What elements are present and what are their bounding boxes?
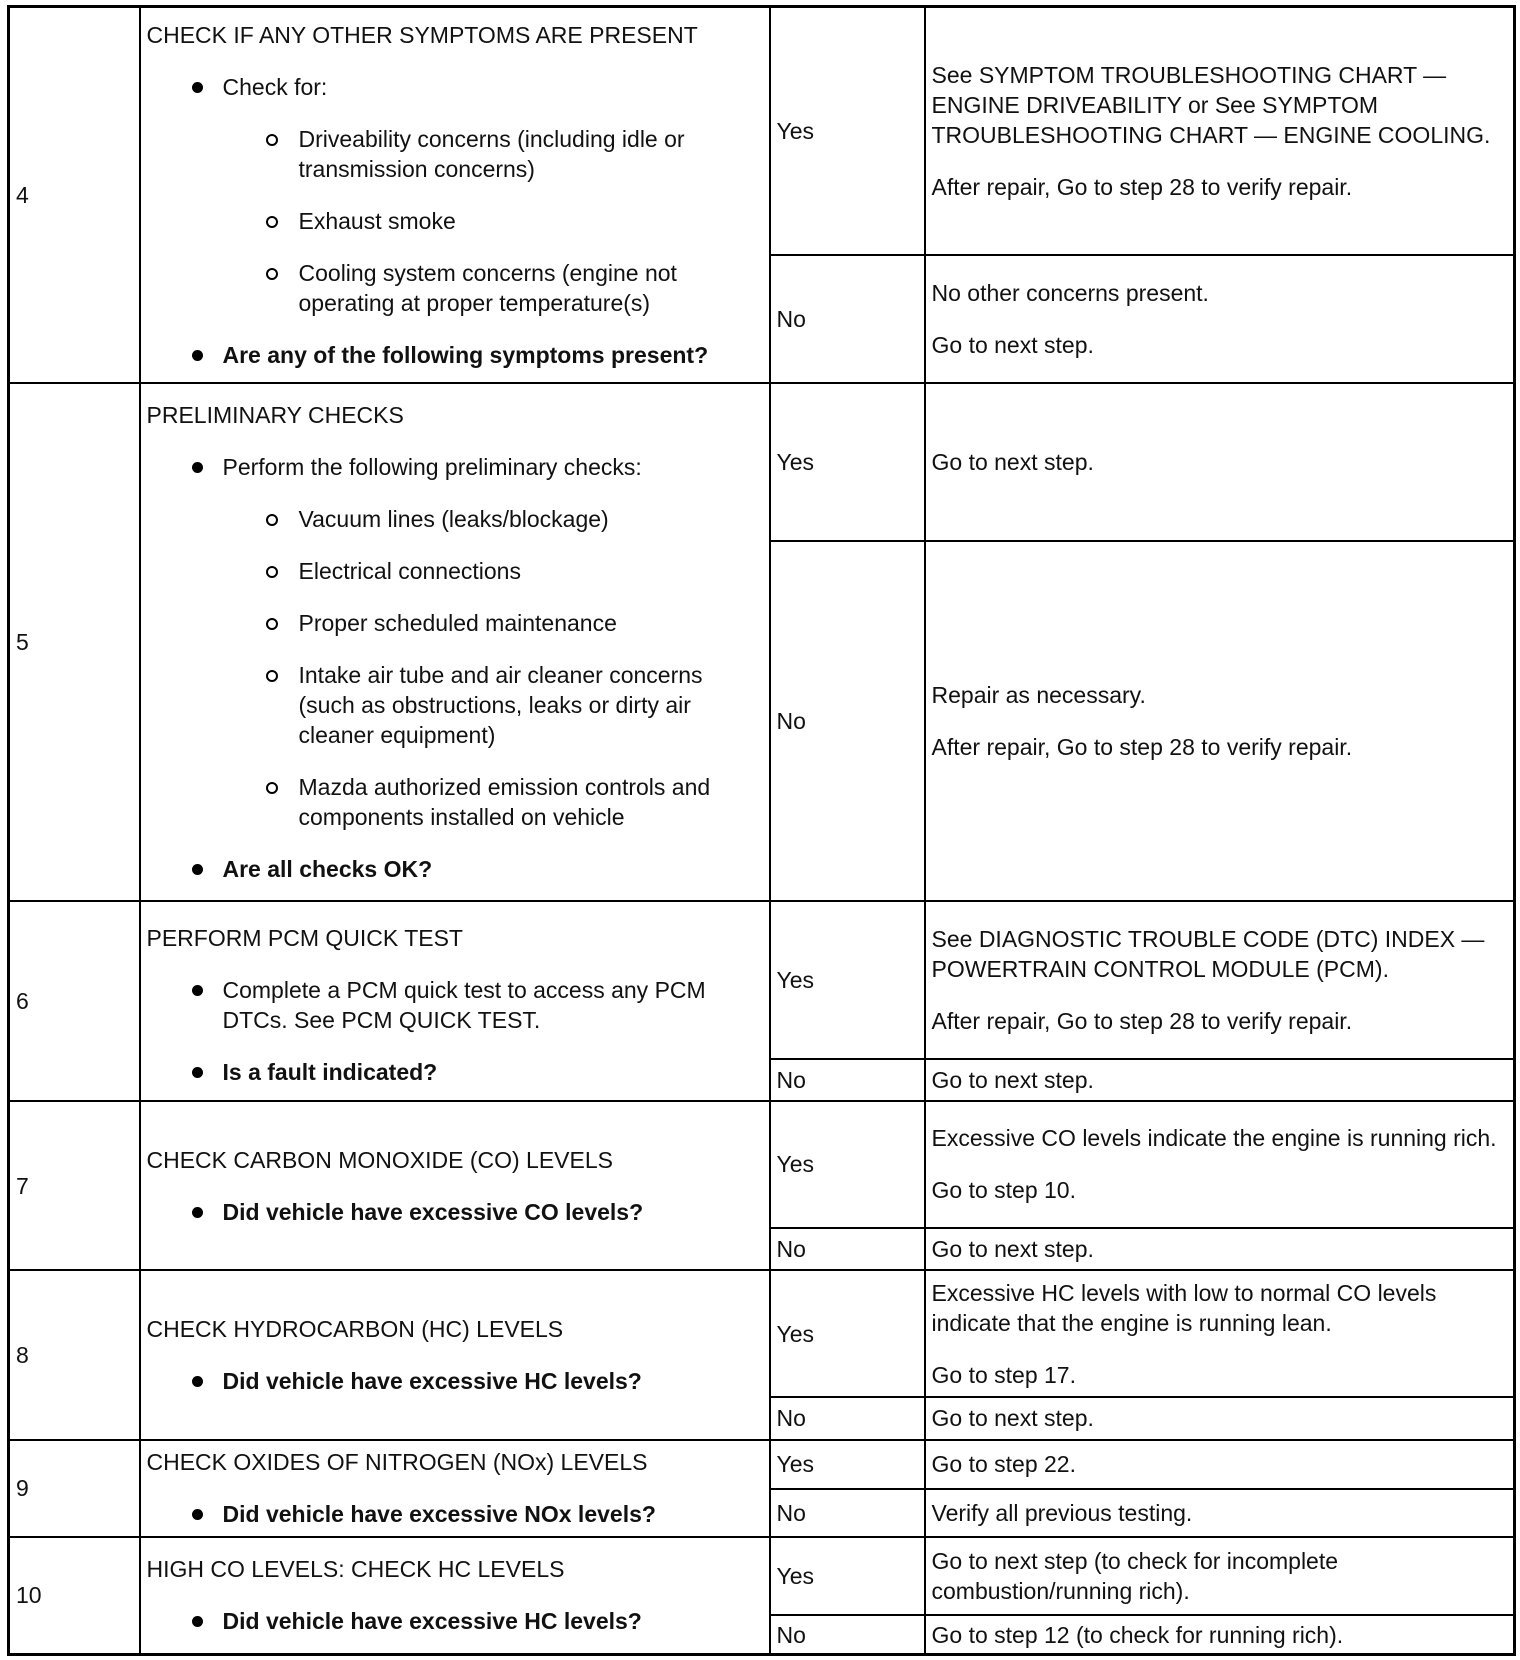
test-description [140,7,770,384]
bullet-dot-icon [192,985,203,996]
action-yes: Go to next step. [925,383,1515,541]
step-number: 9 [9,1440,140,1537]
bullet-item: Perform the following preliminary checks: [147,452,763,482]
sub-item: Proper scheduled maintenance [147,608,763,638]
bullet-item: Check for: [147,72,763,102]
ring-bullet-icon [266,566,278,578]
step-heading: CHECK IF ANY OTHER SYMPTOMS ARE PRESENT [146,22,698,49]
test-description [140,1101,770,1270]
action-no: Go to step 12 (to check for running rich). [925,1615,1515,1654]
ring-bullet-icon [266,618,278,630]
step-number: 8 [9,1270,140,1439]
ring-bullet-icon [266,268,278,280]
action-yes: Excessive CO levels indicate the engine is running rich. Go to step 10. [925,1101,1515,1228]
result-no: No [770,1615,925,1654]
step-row-yes [9,1537,1515,1615]
step-row-yes [9,901,1515,1059]
sub-item: Vacuum lines (leaks/blockage) [147,504,763,534]
sub-item: Mazda authorized emission controls and components installed on vehicle [147,772,763,832]
bullet-dot-icon [192,350,203,361]
step-row-yes [9,1440,1515,1490]
step-heading: PRELIMINARY CHECKS [146,402,404,429]
action-no: Go to next step. [925,1059,1515,1101]
ring-bullet-icon [266,514,278,526]
step-heading: CHECK CARBON MONOXIDE (CO) LEVELS [146,1146,613,1173]
action-no: Repair as necessary. After repair, Go to step 28 to verify repair. [925,541,1515,901]
result-no: No [770,1489,925,1537]
result-no: No [770,1059,925,1101]
step-number: 7 [9,1101,140,1270]
action-no: Verify all previous testing. [925,1489,1515,1537]
sub-item: Intake air tube and air cleaner concerns (such as obstructions, leaks or dirty air cleaner equipment) [147,660,763,750]
question: Are any of the following symptoms present? [147,340,763,370]
action-no: Go to next step. [925,1228,1515,1270]
question: Did vehicle have excessive NOx levels? [147,1499,763,1529]
result-yes: Yes [770,1270,925,1397]
result-no: No [770,541,925,901]
ring-bullet-icon [266,670,278,682]
step-number: 5 [9,383,140,901]
test-description [140,1270,770,1439]
test-description [140,1440,770,1537]
result-yes: Yes [770,1101,925,1228]
question: Did vehicle have excessive HC levels? [147,1606,763,1636]
question: Is a fault indicated? [147,1057,763,1087]
test-description [140,901,770,1101]
step-number: 6 [9,901,140,1101]
diagnostic-procedure-table [7,5,1516,1656]
ring-bullet-icon [266,782,278,794]
action-no: Go to next step. [925,1397,1515,1439]
ring-bullet-icon [266,216,278,228]
question: Are all checks OK? [147,854,763,884]
bullet-dot-icon [192,82,203,93]
result-no: No [770,255,925,383]
step-row-yes [9,1101,1515,1228]
bullet-item: Complete a PCM quick test to access any PCM DTCs. See PCM QUICK TEST. [147,975,763,1035]
result-yes: Yes [770,901,925,1059]
step-heading: PERFORM PCM QUICK TEST [146,924,463,951]
result-yes: Yes [770,383,925,541]
step-heading: CHECK OXIDES OF NITROGEN (NOx) LEVELS [146,1449,648,1476]
result-yes: Yes [770,1537,925,1615]
step-heading: HIGH CO LEVELS: CHECK HC LEVELS [146,1556,565,1583]
step-number: 4 [9,7,140,384]
question: Did vehicle have excessive HC levels? [147,1366,763,1396]
action-yes: Excessive HC levels with low to normal CO levels indicate that the engine is running lean. Go to step 17. [925,1270,1515,1397]
action-yes: Go to next step (to check for incomplete combustion/running rich). [925,1537,1515,1615]
sub-item: Cooling system concerns (engine not operating at proper temperature(s) [147,258,763,318]
bullet-dot-icon [192,1207,203,1218]
bullet-dot-icon [192,462,203,473]
result-yes: Yes [770,7,925,256]
bullet-dot-icon [192,1376,203,1387]
bullet-dot-icon [192,1067,203,1078]
question: Did vehicle have excessive CO levels? [147,1197,763,1227]
test-description [140,1537,770,1655]
sub-item: Exhaust smoke [147,206,763,236]
step-number: 10 [9,1537,140,1655]
step-row-yes [9,7,1515,256]
action-no: No other concerns present. Go to next step. [925,255,1515,383]
step-row-yes [9,383,1515,541]
step-row-yes [9,1270,1515,1397]
sub-item: Driveability concerns (including idle or transmission concerns) [147,124,763,184]
result-no: No [770,1228,925,1270]
step-heading: CHECK HYDROCARBON (HC) LEVELS [146,1315,564,1342]
action-yes: Go to step 22. [925,1440,1515,1490]
bullet-dot-icon [192,864,203,875]
bullet-dot-icon [192,1509,203,1520]
test-description [140,383,770,901]
action-yes: See SYMPTOM TROUBLESHOOTING CHART — ENGINE DRIVEABILITY or See SYMPTOM TROUBLESHOOTING CHART — ENGINE COOLING. After repair, Go to step 28 to verify repair. [925,7,1515,256]
result-yes: Yes [770,1440,925,1490]
ring-bullet-icon [266,134,278,146]
result-no: No [770,1397,925,1439]
sub-item: Electrical connections [147,556,763,586]
bullet-dot-icon [192,1616,203,1627]
action-yes: See DIAGNOSTIC TROUBLE CODE (DTC) INDEX — POWERTRAIN CONTROL MODULE (PCM). After repair, Go to step 28 to verify repair. [925,901,1515,1059]
